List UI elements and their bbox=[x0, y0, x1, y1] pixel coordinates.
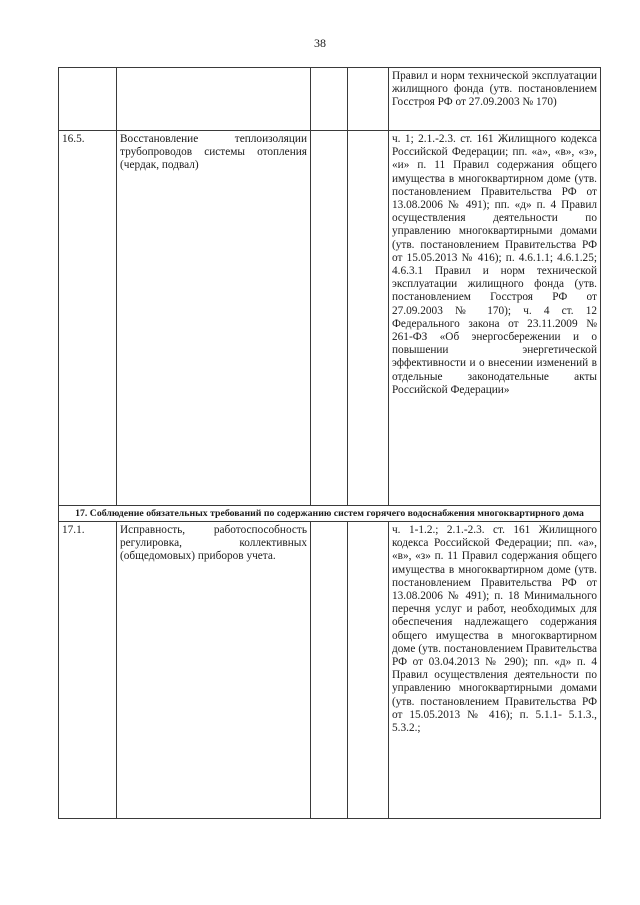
section-title: 17. Соблюдение обязательных требований по содержанию систем горячего водоснабжения многоквартирного дома bbox=[59, 506, 601, 522]
answer-cell bbox=[348, 68, 389, 131]
answer-cell bbox=[348, 522, 389, 819]
row-number bbox=[59, 68, 117, 131]
row-legal-basis: ч. 1-1.2.; 2.1.-2.3. ст. 161 Жилищного кодекса Российской Федерации; пп. «а», «в», «з» п. 11 Правил содержания общего имущества в многоквартирном доме (утв. постановлением Правительства РФ от 13.08.2006 № 491); п. 18 Минимального перечня услуг и работ, необходимых для обеспечения надлежащего содержания общего имущества в многоквартирном доме (утв. постановлением Правительства РФ от 03.04.2013 № 290); пп. «д» п. 4 Правил осуществления деятельности по управлению многоквартирными домами (утв. постановлением Правительства РФ от 15.05.2013 № 416); п. 5.1.1- 5.1.3., 5.3.2.; bbox=[389, 522, 601, 819]
row-legal-basis: ч. 1; 2.1.-2.3. ст. 161 Жилищного кодекса Российской Федерации; пп. «а», «в», «з», «и» п. 11 Правил содержания общего имущества в многоквартирном доме (утв. постановлением Правительства РФ от 13.08.2006 № 491); пп. «д» п. 4 Правил осуществления деятельности по управлению многоквартирными домами (утв. постановлением Правительства РФ от 15.05.2013 № 416); п. 4.6.1.1; 4.6.1.25; 4.6.3.1 Правил и норм технической эксплуатации жилищного фонда (утв. постановлением Госстроя РФ от 27.09.2003 № 170); ч. 4 ст. 12 Федерального закона от 23.11.2009 № 261-ФЗ «Об энергосбережении и о повышении энергетической эффективности и о внесении изменений в отдельные законодательные акты Российской Федерации» bbox=[389, 131, 601, 506]
answer-cell bbox=[348, 131, 389, 506]
section-header-row bbox=[59, 506, 601, 522]
table-row bbox=[59, 131, 601, 506]
row-description: Исправность, работоспособность регулировка, коллективных (общедомовых) приборов учета. bbox=[117, 522, 311, 819]
row-description bbox=[117, 68, 311, 131]
answer-cell bbox=[311, 131, 348, 506]
row-legal-basis: Правил и норм технической эксплуатации жилищного фонда (утв. постановлением Госстроя РФ от 27.09.2003 № 170) bbox=[389, 68, 601, 131]
row-number: 16.5. bbox=[59, 131, 117, 506]
table-row bbox=[59, 68, 601, 131]
row-description: Восстановление теплоизоляции трубопроводов системы отопления (чердак, подвал) bbox=[117, 131, 311, 506]
row-number: 17.1. bbox=[59, 522, 117, 819]
page-number: 38 bbox=[314, 36, 326, 50]
answer-cell bbox=[311, 522, 348, 819]
table-row bbox=[59, 522, 601, 819]
answer-cell bbox=[311, 68, 348, 131]
requirements-table bbox=[58, 67, 601, 819]
